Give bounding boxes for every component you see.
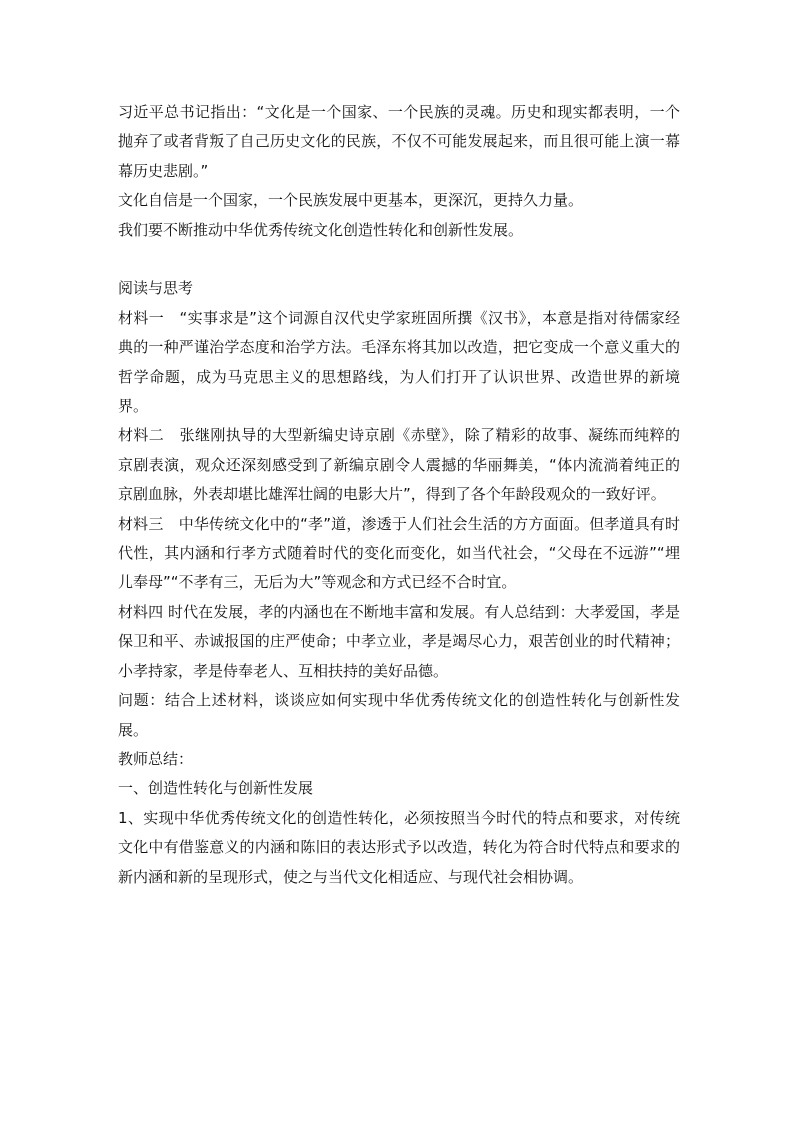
promotion-paragraph: 我们要不断推动中华优秀传统文化创造性转化和创新性发展。 [118,220,524,239]
material-three: 材料三 中华传统文化中的“孝”道，渗透于人们社会生活的方方面面。但孝道具有时代性，其内涵和行孝方式随着时代的变化而变化，如当代社会，“父母在不远游”“埋儿奉母”“不孝有三，无后为大”等观念和方式已经不合时宜。 [118,514,680,592]
summary-point-one: 1、实现中华优秀传统文化的创造性转化，必须按照当今时代的特点和要求，对传统文化中有借鉴意义的内涵和陈旧的表达形式予以改造，转化为符合时代特点和要求的新内涵和新的呈现形式，使之与当代文化相适应、与现代社会相协调。 [118,808,680,886]
question-paragraph: 问题：结合上述材料，谈谈应如何实现中华优秀传统文化的创造性转化与创新性发展。 [118,691,680,739]
teacher-summary-heading: 教师总结： [118,749,194,768]
material-one: 材料一 “实事求是”这个词源自汉代史学家班固所撰《汉书》，本意是指对待儒家经典的一种严谨治学态度和治学方法。毛泽东将其加以改造，把它变成一个意义重大的哲学命题，成为马克思主义的思想路线，为人们打开了认识世界、改造世界的新境界。 [118,308,680,416]
section-heading-reading: 阅读与思考 [118,279,194,298]
cultural-confidence-paragraph: 文化自信是一个国家，一个民族发展中更基本，更深沉，更持久力量。 [118,191,584,210]
material-two: 材料二 张继刚执导的大型新编史诗京剧《赤壁》，除了精彩的故事、凝练而纯粹的京剧表演，观众还深刻感受到了新编京剧令人震撼的华丽舞美，“体内流淌着纯正的京剧血脉，外表却堪比雄浑壮阔的电影大片”，得到了各个年龄段观众的一致好评。 [118,426,680,504]
blank-line [118,245,680,274]
document-body [118,98,680,892]
quote-paragraph: 习近平总书记指出：“文化是一个国家、一个民族的灵魂。历史和现实都表明，一个抛弃了或者背叛了自己历史文化的民族，不仅不可能发展起来，而且很可能上演一幕幕历史悲剧。” [118,103,680,180]
material-four: 材料四 时代在发展，孝的内涵也在不断地丰富和发展。有人总结到：大孝爱国，孝是保卫和平、赤诚报国的庄严使命；中孝立业，孝是竭尽心力，艰苦创业的时代精神；小孝持家，孝是侍奉老人、互相扶持的美好品德。 [118,602,680,680]
summary-section-heading: 一、创造性转化与创新性发展 [118,779,314,798]
